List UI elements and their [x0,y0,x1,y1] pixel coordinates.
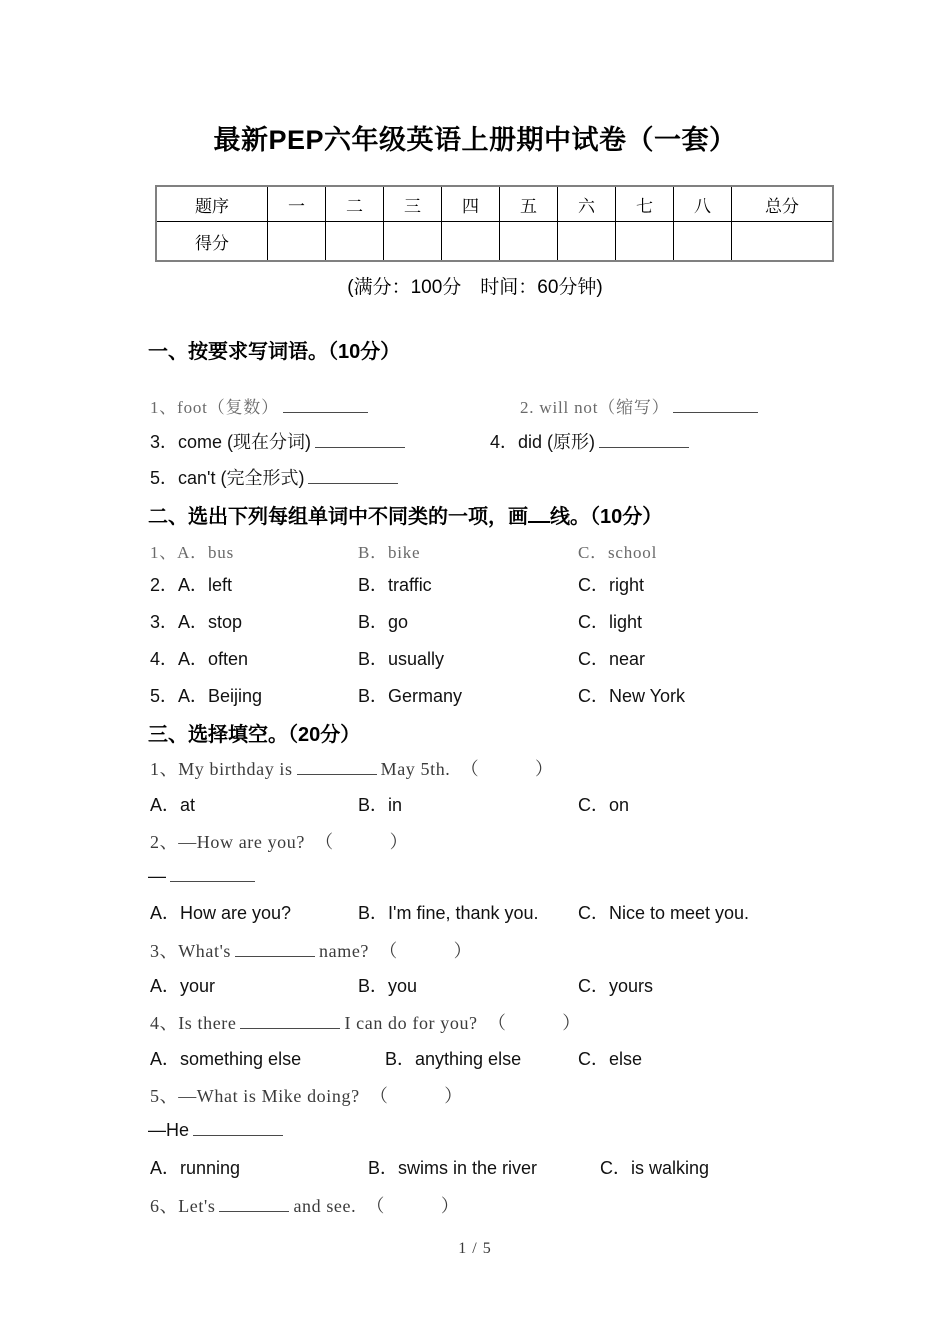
option-a[interactable]: A．something else [150,1049,302,1069]
score-cell[interactable] [616,222,674,262]
option-c[interactable]: C．light [578,612,643,632]
question-2-1-number [150,538,234,563]
answer-paren[interactable]: （ ） [369,1086,463,1106]
stem-text: My birthday is [178,759,293,779]
question-number: 1、 [150,398,178,417]
answer-blank[interactable] [219,1194,289,1212]
option-b[interactable]: B．go [358,612,409,632]
section-heading-3: 三、选择填空。（20分） [148,724,361,746]
score-table [155,185,834,262]
answer-paren[interactable]: （ ） [366,1196,460,1216]
stem-text: Is there [178,1013,237,1033]
underline-mark-icon [528,504,550,523]
question-text: come (现在分词) [178,432,312,452]
section-heading-2-pre: 二、选出下列每组单词中不同类的一项，画 [148,506,528,528]
question-number: 5、 [150,1086,179,1106]
question-2-5-number [150,682,262,708]
score-cell[interactable] [674,222,732,262]
stem-text: name? [319,941,369,961]
question-1-3 [150,428,409,454]
answer-blank[interactable] [240,1011,340,1029]
answer-blank[interactable] [308,466,398,484]
option-b[interactable]: B．I'm fine, thank you. [358,903,539,923]
option-c[interactable]: C．yours [578,976,654,996]
question-3-2-answer-line [148,864,259,887]
answer-paren[interactable]: （ ） [460,759,554,779]
question-number: 1、 [150,759,179,779]
option-b[interactable]: B．in [358,795,403,815]
question-number: 3、 [150,941,179,961]
section-heading-1: 一、按要求写词语。（10分） [148,341,401,363]
option-c[interactable]: C．school [578,543,658,562]
question-text: foot（复数） [177,398,279,417]
question-number: 2. [520,398,535,417]
table-row [156,222,833,262]
table-header-cell: 一 [268,186,326,222]
table-header-cell: 二 [326,186,384,222]
score-cell-total[interactable] [732,222,834,262]
stem-text: Let's [178,1196,216,1216]
question-number: 3． [150,612,179,632]
question-2-3-number [150,608,242,634]
option-a[interactable]: A．at [150,795,196,815]
score-cell[interactable] [500,222,558,262]
option-a[interactable]: A．often [178,649,249,669]
answer-blank[interactable] [599,430,689,448]
table-header-cell: 四 [442,186,500,222]
stem-text: —How are you? [178,832,305,852]
question-3-5-stem [150,1082,463,1108]
question-number: 4． [490,432,519,452]
stem-text: What's [178,941,232,961]
option-c[interactable]: C．right [578,575,645,595]
answer-blank[interactable] [170,864,255,882]
option-a[interactable]: A．running [150,1158,241,1178]
section-heading-2-post: 线。（10分） [550,506,663,528]
question-1-4 [490,428,693,454]
table-row [156,186,833,222]
question-text: can't (完全形式) [178,468,305,488]
option-a[interactable]: A．Beijing [178,686,263,706]
question-number: 5． [150,686,179,706]
option-b[interactable]: B．you [358,976,418,996]
question-number: 2、 [150,832,179,852]
answer-blank[interactable] [297,757,377,775]
question-number: 3． [150,432,179,452]
exam-meta-line: (满分：100分 时间：60分钟) [347,277,603,298]
option-b[interactable]: B．traffic [358,575,432,595]
question-number: 5． [150,468,179,488]
question-3-3-stem [150,937,472,963]
question-text: did (原形) [518,432,596,452]
stem-text: May 5th. [380,759,451,779]
question-2-4-number [150,645,248,671]
table-header-cell: 总分 [732,186,834,222]
question-3-6-stem [150,1192,459,1218]
question-1-5 [150,464,402,490]
question-number: 2． [150,575,179,595]
question-text: will not（缩写） [539,398,670,417]
score-cell[interactable] [558,222,616,262]
option-a[interactable]: A．stop [178,612,243,632]
table-header-cell: 三 [384,186,442,222]
table-header-cell: 得分 [156,222,268,262]
question-3-5-answer-line [148,1118,287,1141]
question-number: 4、 [150,1013,179,1033]
section-heading-2 [148,500,662,529]
question-1-1 [150,393,372,418]
answer-blank[interactable] [673,396,758,413]
dash-marker: — [148,866,166,887]
option-c[interactable]: C．near [578,649,646,669]
question-number: 1、 [150,543,178,562]
option-c[interactable]: C．New York [578,686,686,706]
table-header-cell: 六 [558,186,616,222]
table-header-cell: 七 [616,186,674,222]
score-cell[interactable] [384,222,442,262]
option-a[interactable]: A．left [178,575,233,595]
option-c[interactable]: C．is walking [600,1158,710,1178]
option-c[interactable]: C．else [578,1049,643,1069]
answer-blank[interactable] [235,939,315,957]
option-a[interactable]: A．your [150,976,216,996]
stem-text: —What is Mike doing? [178,1086,360,1106]
question-2-2-number [150,571,232,597]
option-b[interactable]: B．swims in the river [368,1158,538,1178]
page-number: 1 / 5 [458,1240,492,1257]
answer-paren[interactable]: （ ） [315,832,409,852]
score-cell[interactable] [326,222,384,262]
answer-blank[interactable] [315,430,405,448]
option-c[interactable]: C．Nice to meet you. [578,903,750,923]
answer-paren[interactable]: （ ） [487,1013,581,1033]
page-title: 最新PEP六年级英语上册期中试卷（一套） [213,125,737,155]
score-cell[interactable] [442,222,500,262]
score-cell[interactable] [268,222,326,262]
stem-text: I can do for you? [344,1013,478,1033]
option-b[interactable]: B．usually [358,649,445,669]
question-3-2-stem [150,828,408,854]
question-1-2 [520,393,762,418]
table-header-cell: 题序 [156,186,268,222]
table-header-cell: 八 [674,186,732,222]
answer-paren[interactable]: （ ） [379,941,473,961]
option-b[interactable]: B．bike [358,543,421,562]
answer-blank[interactable] [283,396,368,413]
option-a[interactable]: A．bus [177,543,235,562]
dash-marker: —He [148,1120,190,1141]
option-a[interactable]: A．How are you? [150,903,292,923]
question-number: 4． [150,649,179,669]
question-3-1-stem [150,755,554,781]
stem-text: and see. [293,1196,357,1216]
answer-blank[interactable] [193,1118,283,1136]
option-b[interactable]: B．Germany [358,686,463,706]
table-header-cell: 五 [500,186,558,222]
option-c[interactable]: C．on [578,795,630,815]
question-number: 6、 [150,1196,179,1216]
option-b[interactable]: B．anything else [385,1049,522,1069]
question-3-4-stem [150,1009,581,1035]
